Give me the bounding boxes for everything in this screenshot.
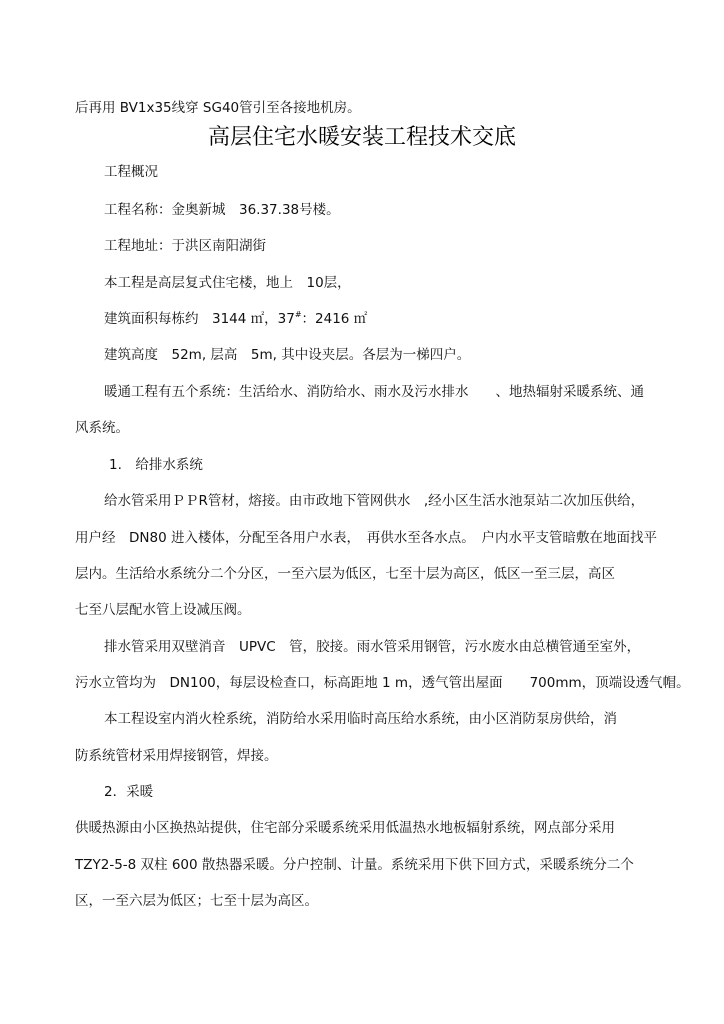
paragraph-line: 用户经 DN80 进入楼体，分配至各用户水表， 再供水至各水点。 户内水平支管暗敷在地面找平: [75, 530, 657, 546]
building-area-part2: ：2416 ㎡: [301, 311, 368, 327]
building-area: [104, 311, 367, 327]
subsection-heading: 2．采暖: [104, 784, 154, 800]
paragraph-line: 风系统。: [75, 420, 129, 436]
project-address: 工程地址：于洪区南阳湖街: [104, 238, 266, 254]
project-description: 本工程是高层复式住宅楼，地上 10层，: [104, 275, 351, 291]
paragraph-line: 防系统管材采用焊接钢管，焊接。: [75, 748, 278, 764]
project-name: 工程名称：金奥新城 36.37.38号楼。: [104, 202, 340, 218]
paragraph-line: 层内。生活给水系统分二个分区，一至六层为低区，七至十层为高区，低区一至三层，高区: [75, 566, 615, 582]
superscript-mark: #: [294, 310, 302, 319]
paragraph-line: 污水立管均为 DN100，每层设检查口，标高距地 1 m，透气管出屋面 700mm，顶端设透气帽。: [75, 675, 690, 691]
building-area-part1: 建筑面积每栋约 3144 ㎡，37: [104, 311, 295, 327]
paragraph-line: 本工程设室内消火栓系统，消防给水采用临时高压给水系统，由小区消防泵房供给，消: [104, 711, 617, 727]
paragraph-line: 给水管采用ＰＰR管材，熔接。由市政地下管网供水 ,经小区生活水池泵站二次加压供给，: [104, 493, 645, 509]
paragraph-line: 暖通工程有五个系统：生活给水、消防给水、雨水及污水排水 、地热辐射采暖系统、通: [104, 384, 644, 400]
paragraph-line: 供暖热源由小区换热站提供，住宅部分采暖系统采用低温热水地板辐射系统，网点部分采用: [75, 820, 615, 836]
paragraph-line: 排水管采用双壁消音 UPVC 管，胶接。雨水管采用钢管，污水废水由总横管通至室外，: [104, 639, 641, 655]
text-line: 后再用 BV1x35线穿 SG40管引至各接地机房。: [75, 100, 361, 116]
subsection-heading: 1. 给排水系统: [109, 457, 203, 473]
page-title: 高层住宅水暖安装工程技术交底: [207, 125, 516, 150]
paragraph-line: 区，一至六层为低区；七至十层为高区。: [75, 893, 318, 909]
paragraph-line: TZY2-5-8 双柱 600 散热器采暖。分户控制、计量。系统采用下供下回方式，采暖系统分二个: [75, 857, 634, 873]
section-heading: 工程概况: [104, 164, 158, 180]
paragraph-line: 七至八层配水管上设减压阀。: [75, 602, 251, 618]
building-height: 建筑高度 52m, 层高 5m, 其中设夹层。各层为一梯四户。: [104, 347, 471, 363]
